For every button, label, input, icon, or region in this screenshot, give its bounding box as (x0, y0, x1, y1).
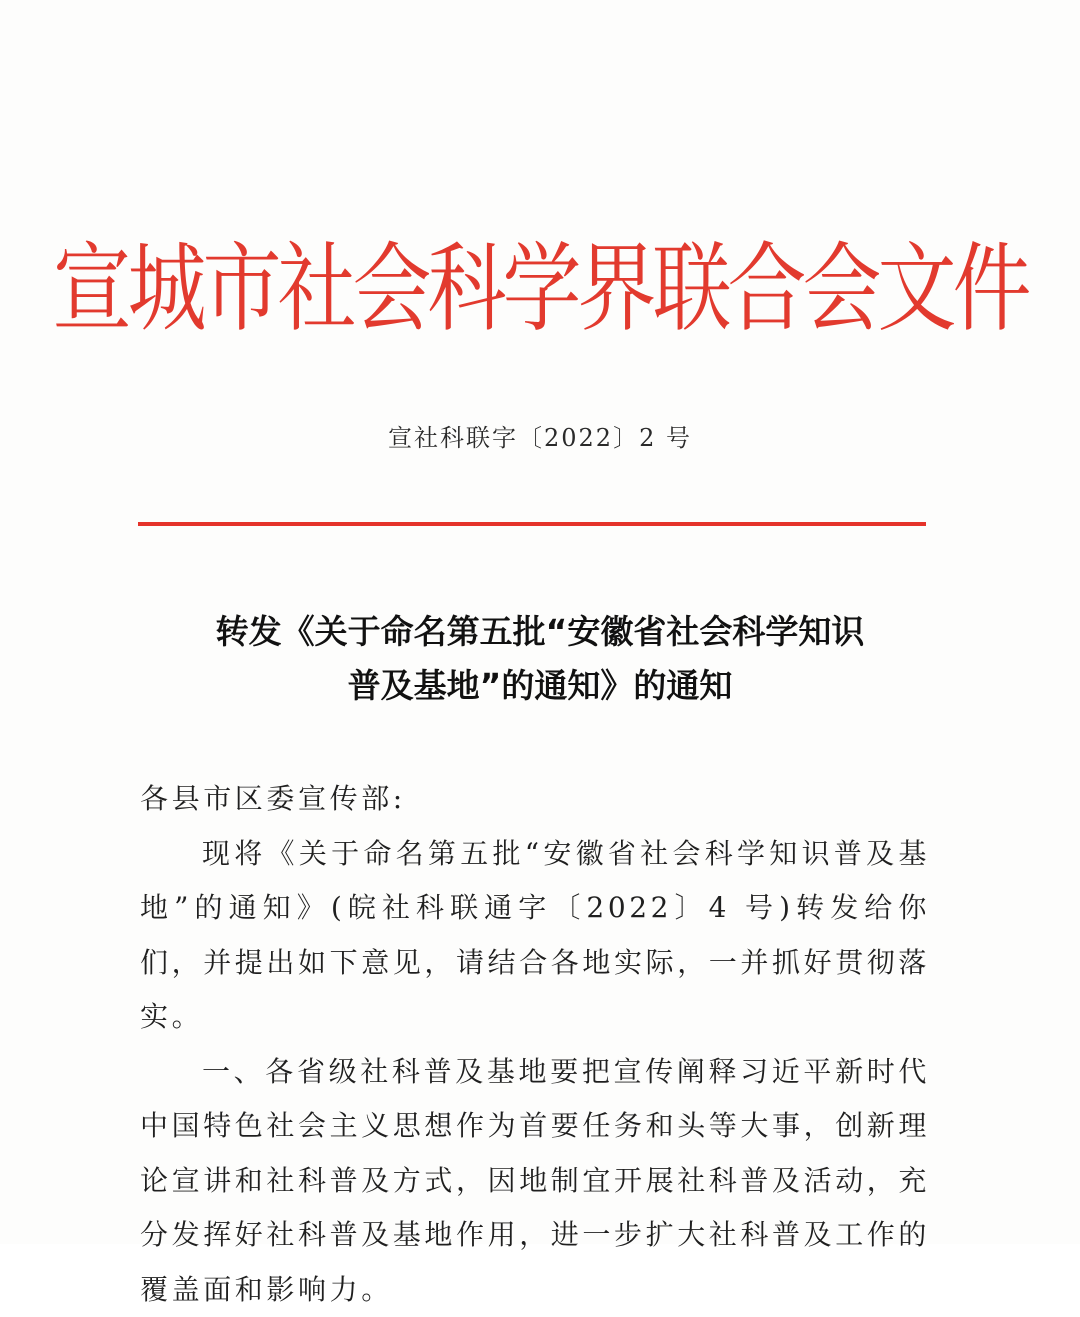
letterhead-title: 宣城市社会科学界联合会文件 (0, 222, 1080, 356)
document-number: 宣社科联字〔2022〕2 号 (0, 418, 1080, 458)
red-divider-line (138, 522, 926, 526)
body-paragraph-1: 现将《关于命名第五批“安徽省社会科学知识普及基地”的通知》(皖社科联通字〔2022〕4 号)转发给你们，并提出如下意见，请结合各地实际，一并抓好贯彻落实。 (140, 827, 930, 1045)
salutation: 各县市区委宣传部: (140, 772, 930, 827)
title-line-1: 转发《关于命名第五批“安徽省社会科学知识 (0, 605, 1080, 659)
title-line-2: 普及基地”的通知》的通知 (0, 659, 1080, 713)
document-title (0, 605, 1080, 713)
body-paragraph-2: 一、各省级社科普及基地要把宣传阐释习近平新时代中国特色社会主义思想作为首要任务和头等大事，创新理论宣讲和社科普及方式，因地制宜开展社科普及活动，充分发挥好社科普及基地作用，进一步扩大社科普及工作的覆盖面和影响力。 (140, 1045, 930, 1317)
document-body (140, 772, 930, 1317)
